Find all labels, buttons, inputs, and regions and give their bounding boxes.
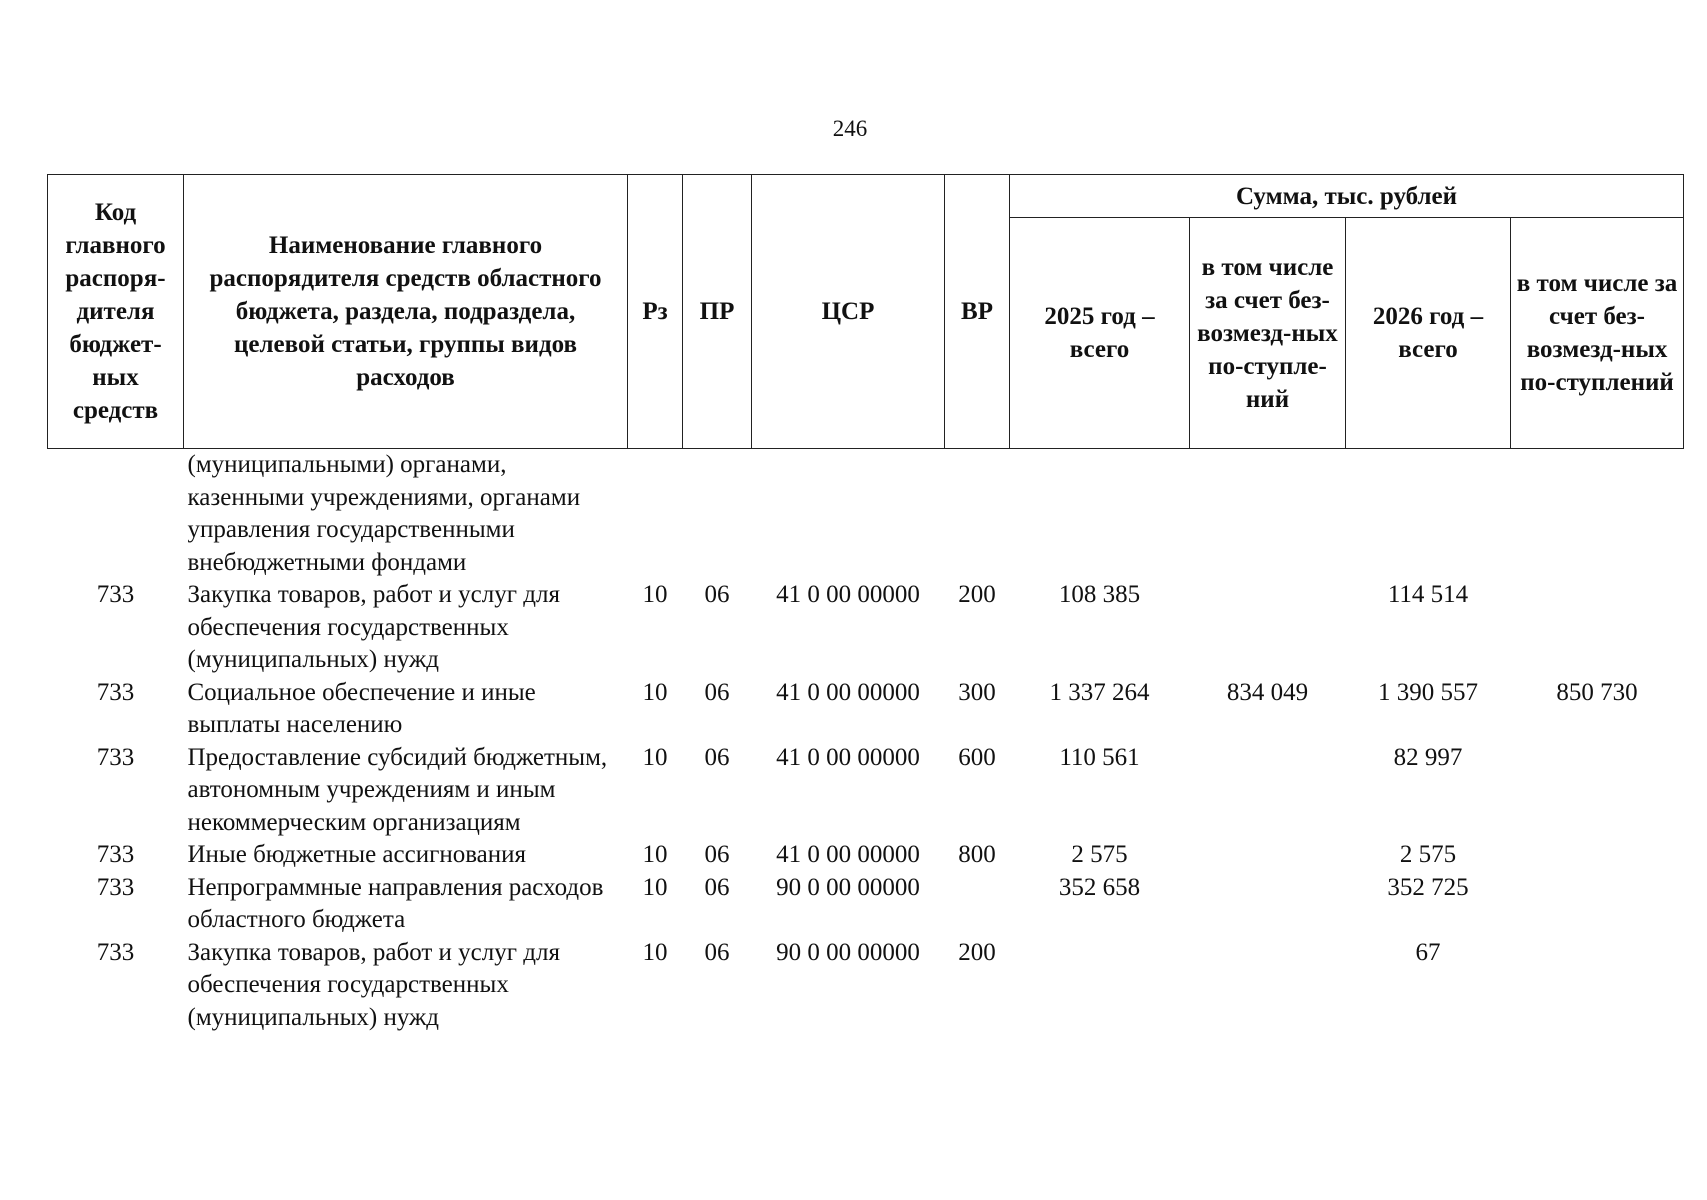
cell-2025-grants	[1190, 449, 1346, 580]
cell-2025-grants	[1190, 872, 1346, 937]
cell-vr: 200	[958, 581, 996, 608]
header-name: Наименование главного распорядителя средств областного бюджета, раздела, подраздела, целевой статьи, группы видов расходов	[184, 175, 628, 449]
table-row	[48, 872, 1684, 937]
cell-vr: 300	[958, 678, 996, 706]
cell-pr: 06	[704, 938, 730, 966]
cell-code: 733	[96, 581, 135, 608]
header-2026-total: 2026 год – всего	[1346, 218, 1511, 449]
cell-2026-grants	[1511, 742, 1684, 840]
cell-name: (муниципальными) органами, казенными учреждениями, органами управления государственными внебюджетными фондами	[187, 451, 581, 576]
cell-pr	[683, 449, 752, 580]
cell-rz: 10	[642, 678, 668, 706]
cell-rz	[628, 449, 683, 580]
cell-2026-total: 114 514	[1387, 581, 1469, 608]
cell-pr: 06	[704, 581, 730, 608]
table-row	[48, 579, 1684, 677]
cell-2025-grants	[1190, 579, 1346, 677]
cell-code: 733	[96, 938, 135, 966]
cell-2026-grants	[1511, 839, 1684, 872]
cell-2025-total: 108 385	[1058, 581, 1141, 608]
cell-code: 733	[96, 873, 135, 901]
cell-pr: 06	[704, 743, 730, 771]
table-row	[48, 839, 1684, 872]
table-row	[48, 449, 1684, 580]
cell-2026-grants	[1511, 449, 1684, 580]
header-code: Код главного распоря-дителя бюджет-ных средств	[48, 175, 184, 449]
cell-csr: 41 0 00 00000	[776, 678, 920, 706]
cell-name: Закупка товаров, работ и услуг для обеспечения государственных (муниципальных) нужд	[187, 581, 560, 673]
cell-2025-total: 352 658	[1058, 873, 1141, 901]
cell-csr	[752, 449, 945, 580]
header-sum-title: Сумма, тыс. рублей	[1010, 175, 1684, 218]
cell-vr	[945, 872, 1010, 937]
header-2026-grants: в том числе за счет без-возмезд-ных по-ступлений	[1511, 218, 1684, 449]
cell-pr: 06	[704, 841, 730, 868]
cell-name: Закупка товаров, работ и услуг для обеспечения государственных (муниципальных) нужд	[187, 938, 560, 1031]
cell-2025-grants	[1190, 742, 1346, 840]
cell-name: Иные бюджетные ассигнования	[187, 841, 527, 868]
cell-csr: 41 0 00 00000	[776, 581, 920, 608]
cell-vr: 600	[958, 743, 996, 771]
table-row	[48, 937, 1684, 1035]
cell-2025-total	[1010, 937, 1190, 1035]
cell-pr: 06	[704, 678, 730, 706]
cell-code	[48, 449, 184, 580]
cell-2026-total: 67	[1415, 938, 1441, 966]
cell-name: Предоставление субсидий бюджетным, автономным учреждениям и иным некоммерческим организациям	[187, 743, 608, 836]
cell-2026-total: 1 390 557	[1378, 678, 1478, 706]
cell-2025-total: 2 575	[1071, 841, 1128, 868]
cell-2026-total	[1346, 449, 1511, 580]
page-number: 246	[832, 116, 868, 141]
cell-csr: 41 0 00 00000	[776, 841, 920, 868]
cell-csr: 90 0 00 00000	[776, 938, 920, 966]
cell-name: Непрограммные направления расходов областного бюджета	[187, 873, 604, 933]
cell-rz: 10	[642, 841, 668, 868]
cell-csr: 90 0 00 00000	[776, 873, 920, 901]
header-2025-grants: в том числе за счет без-возмезд-ных по-ступле-ний	[1190, 218, 1346, 449]
header-rz: Рз	[628, 175, 683, 449]
cell-csr: 41 0 00 00000	[776, 743, 920, 771]
cell-2026-total: 352 725	[1387, 873, 1469, 901]
cell-rz: 10	[642, 581, 668, 608]
header-vr: ВР	[945, 175, 1010, 449]
cell-2026-total: 82 997	[1393, 743, 1463, 771]
cell-vr: 800	[958, 841, 996, 868]
cell-code: 733	[96, 841, 135, 868]
cell-name: Социальное обеспечение и иные выплаты населению	[187, 678, 536, 738]
header-csr: ЦСР	[752, 175, 945, 449]
cell-rz: 10	[642, 938, 668, 966]
cell-2026-grants	[1511, 937, 1684, 1035]
cell-2025-total	[1010, 449, 1190, 580]
cell-2025-total: 1 337 264	[1049, 678, 1150, 706]
cell-rz: 10	[642, 873, 668, 901]
cell-code: 733	[96, 743, 135, 771]
cell-2025-grants	[1190, 839, 1346, 872]
cell-2025-grants	[1190, 937, 1346, 1035]
budget-table	[47, 174, 1684, 1034]
header-pr: ПР	[683, 175, 752, 449]
header-2025-total: 2025 год – всего	[1010, 218, 1190, 449]
cell-rz: 10	[642, 743, 668, 771]
table-row	[48, 742, 1684, 840]
cell-2025-total: 110 561	[1059, 743, 1140, 771]
cell-code: 733	[96, 678, 135, 706]
cell-2026-grants	[1511, 872, 1684, 937]
table-row	[48, 677, 1684, 742]
cell-2026-grants	[1511, 579, 1684, 677]
cell-vr	[945, 449, 1010, 580]
cell-2025-grants: 834 049	[1226, 678, 1309, 706]
cell-2026-grants: 850 730	[1556, 678, 1638, 706]
cell-vr: 200	[958, 938, 996, 966]
cell-2026-total: 2 575	[1399, 841, 1457, 868]
cell-pr: 06	[704, 873, 730, 901]
